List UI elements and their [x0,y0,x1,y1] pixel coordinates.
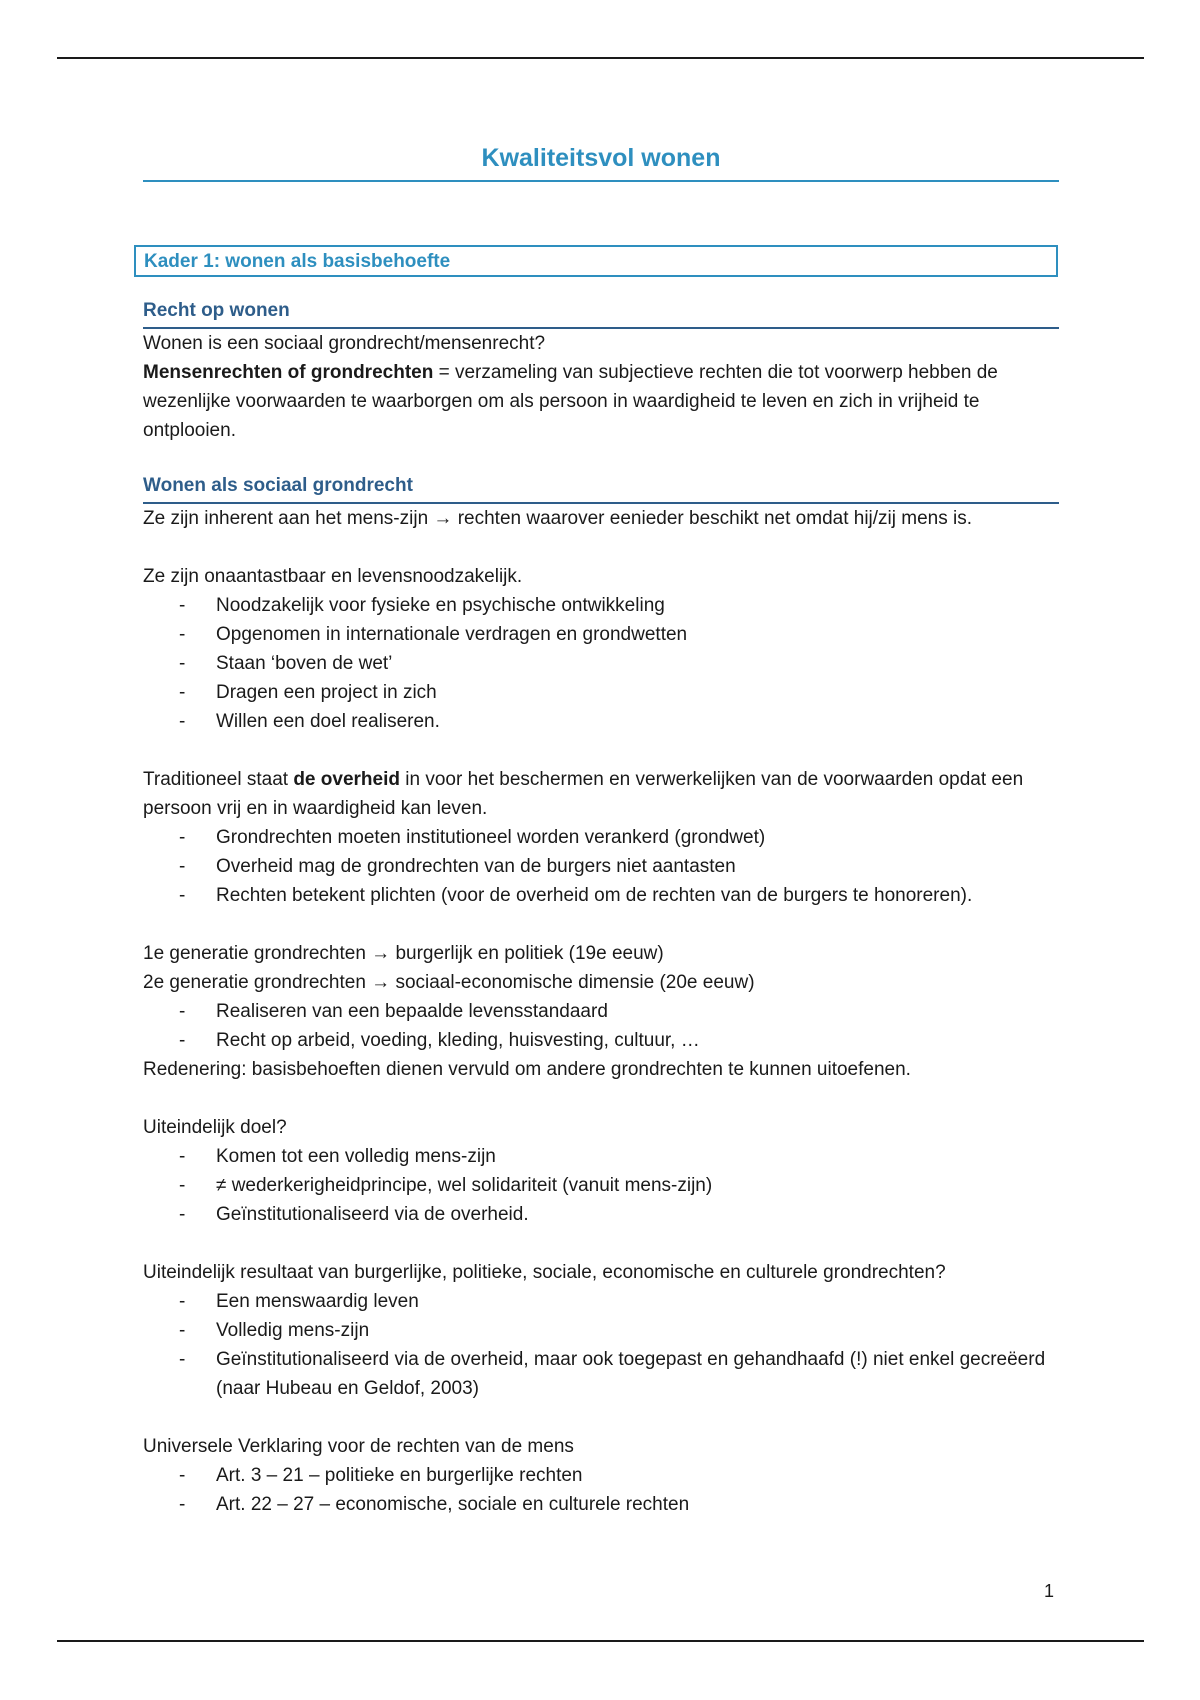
list-item: - Geïnstitutionaliseerd via de overheid, maar ook toegepast en gehandhaafd (!) niet enkel gecreëerd (naar Hubeau en Geldof, 2003) [143,1345,1059,1403]
title-underline [143,180,1059,182]
paragraph: Ze zijn onaantastbaar en levensnoodzakelijk. [143,566,523,587]
section-heading-sociaal-grondrecht: Wonen als sociaal grondrecht [143,475,413,496]
definition-text: = verzameling van subjectieve rechten die tot voorwerp hebben de wezenlijke voorwaarden te waarborgen om als persoon in waardigheid te leven en zich in vrijheid te ontplooien. [143,362,998,441]
paragraph: Ze zijn inherent aan het mens-zijn → rechten waarover eenieder beschikt net omdat hij/zij mens is. [143,508,973,529]
list-item: - Volledig mens-zijn [143,1316,1059,1345]
bullet-list [143,997,1059,1055]
footer-rule [57,1640,1144,1642]
paragraph: Wonen is een sociaal grondrecht/mensenrecht? [143,333,546,354]
list-item: - Realiseren van een bepaalde levensstandaard [143,997,1059,1026]
paragraph: Uiteindelijk doel? [143,1117,287,1138]
header-rule [57,57,1144,59]
paragraph: 2e generatie grondrechten → sociaal-economische dimensie (20e eeuw) [143,972,755,993]
bullet-list [143,1287,1059,1403]
list-item: - Willen een doel realiseren. [143,707,1059,736]
list-item: - Recht op arbeid, voeding, kleding, huisvesting, cultuur, … [143,1026,1059,1055]
bullet-list [143,1461,1059,1519]
list-item: - Art. 3 – 21 – politieke en burgerlijke rechten [143,1461,1059,1490]
bullet-list [143,823,1059,910]
list-item: - Geïnstitutionaliseerd via de overheid. [143,1200,1059,1229]
bullet-list [143,591,1059,736]
text-run: Traditioneel staat [143,769,294,790]
list-item: - Komen tot een volledig mens-zijn [143,1142,1059,1171]
list-item: - Staan ‘boven de wet’ [143,649,1059,678]
section-heading-recht-op-wonen: Recht op wonen [143,300,290,321]
paragraph: Universele Verklaring voor de rechten van de mens [143,1436,574,1457]
document-title: Kwaliteitsvol wonen [481,144,721,172]
list-item: - ≠ wederkerigheidprincipe, wel solidariteit (vanuit mens-zijn) [143,1171,1059,1200]
list-item: - Dragen een project in zich [143,678,1059,707]
bold-term: de overheid [293,769,400,790]
paragraph: Redenering: basisbehoeften dienen vervuld om andere grondrechten te kunnen uitoefenen. [143,1059,911,1080]
list-item: - Noodzakelijk voor fysieke en psychische ontwikkeling [143,591,1059,620]
list-item: - Art. 22 – 27 – economische, sociale en culturele rechten [143,1490,1059,1519]
paragraph: Uiteindelijk resultaat van burgerlijke, politieke, sociale, economische en culturele grondrechten? [143,1262,946,1283]
overheid-paragraph [143,765,1059,823]
bullet-list [143,1142,1059,1229]
list-item: - Opgenomen in internationale verdragen en grondwetten [143,620,1059,649]
list-item: - Overheid mag de grondrechten van de burgers niet aantasten [143,852,1059,881]
list-item: - Grondrechten moeten institutioneel worden verankerd (grondwet) [143,823,1059,852]
definition-paragraph [143,358,1059,445]
paragraph: 1e generatie grondrechten → burgerlijk en politiek (19e eeuw) [143,943,664,964]
list-item: - Rechten betekent plichten (voor de overheid om de rechten van de burgers te honoreren). [143,881,1059,910]
text-run: in voor het beschermen en verwerkelijken van de voorwaarden opdat een persoon vrij en in waardigheid kan leven. [143,769,1024,819]
definition-term: Mensenrechten of grondrechten [143,362,434,383]
page-number: 1 [1044,1581,1055,1601]
kader-heading: Kader 1: wonen als basisbehoefte [134,245,1058,277]
text-flow [143,296,1059,1519]
list-item: - Een menswaardig leven [143,1287,1059,1316]
